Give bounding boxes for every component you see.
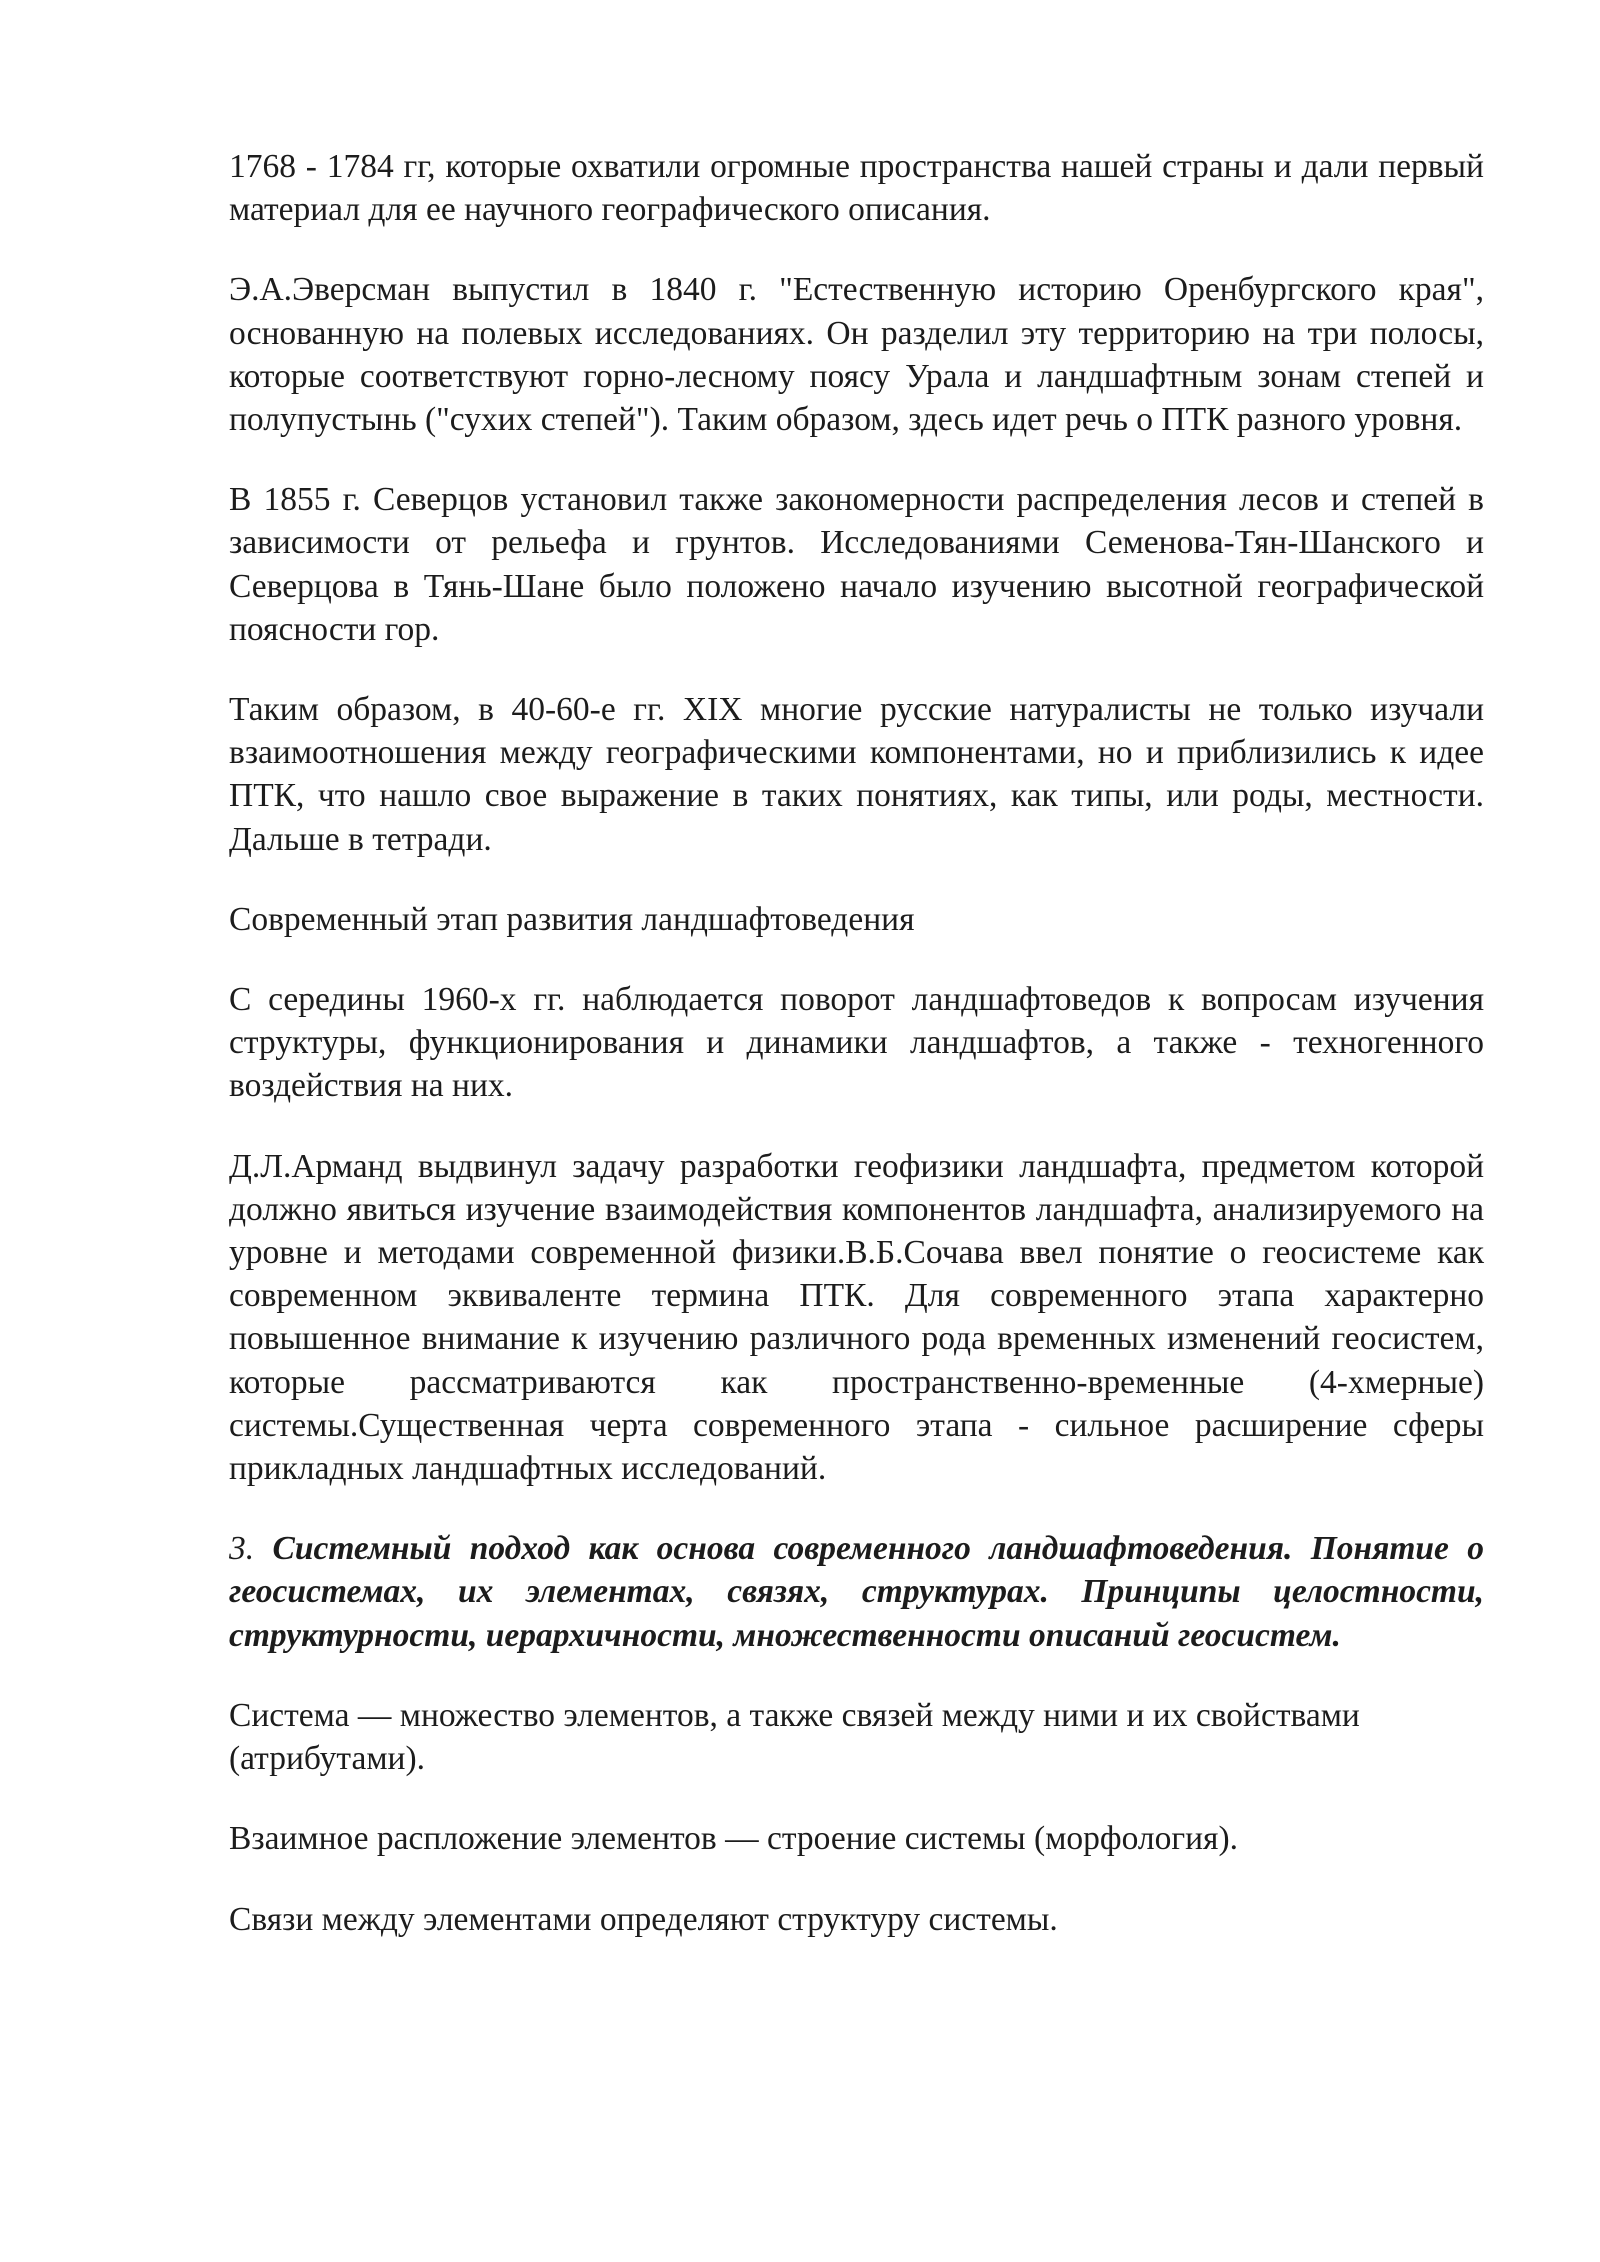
- paragraph-expeditions: 1768 - 1784 гг, которые охватили огромные пространства нашей страны и дали первый материал для ее научного географического описания.: [229, 148, 1484, 229]
- document-page: [229, 145, 1484, 1978]
- paragraph-modern-stage-title: Современный этап развития ландшафтоведения: [229, 900, 915, 938]
- paragraph-system-definition: Система — множество элементов, а также связей между ними и их свойствами (атрибутами).: [229, 1696, 1360, 1778]
- paragraph-system-morphology: Взаимное распложение элементов — строение системы (морфология).: [229, 1820, 1238, 1858]
- section-number: 3.: [229, 1530, 255, 1568]
- section-heading-text: Системный подход как основа современного ландшафтоведения. Понятие о геосистемах, их элементах, связях, структурах. Принципы целостности, структурности, иерархичности, множественности описаний геосистем.: [229, 1530, 1485, 1654]
- paragraph-naturalists: Таким образом, в 40-60-е гг. XIX многие русские натуралисты не только изучали взаимоотношения между географическими компонентами, но и приблизились к идее ПТК, что нашло свое выражение в таких понятиях, как типы, или роды, местности. Дальше в тетради.: [229, 691, 1484, 858]
- paragraph-eversman: Э.А.Эверсман выпустил в 1840 г. "Естественную историю Оренбургского края", основанную на полевых исследованиях. Он разделил эту территорию на три полосы, которые соответствуют горно-лесному поясу Урала и ландшафтным зонам степей и полупустынь ("сухих степей"). Таким образом, здесь идет речь о ПТК разного уровня.: [229, 271, 1484, 439]
- paragraph-system-structure: Связи между элементами определяют структуру системы.: [229, 1900, 1058, 1938]
- section-heading: [229, 1527, 1484, 1657]
- paragraph-1960s: С середины 1960-х гг. наблюдается поворот ландшафтоведов к вопросам изучения структуры, функционирования и динамики ландшафтов, а также - техногенного воздействия на них.: [229, 981, 1484, 1105]
- paragraph-severtsov: В 1855 г. Северцов установил также закономерности распределения лесов и степей в зависимости от рельефа и грунтов. Исследованиями Семенова-Тян-Шанского и Северцова в Тянь-Шане было положено начало изучению высотной географической поясности гор.: [229, 481, 1484, 648]
- paragraph-armand-sochava: Д.Л.Арманд выдвинул задачу разработки геофизики ландшафта, предметом которой должно явиться изучение взаимодействия компонентов ландшафта, анализируемого на уровне и методами современной физики.В.Б.Сочава ввел понятие о геосистеме как современном эквиваленте термина ПТК. Для современного этапа характерно повышенное внимание к изучению различного рода временных изменений геосистем, которые рассматриваются как пространственно-временные (4-хмерные) системы.Существенная черта современного этапа - сильное расширение сферы прикладных ландшафтных исследований.: [229, 1147, 1484, 1488]
